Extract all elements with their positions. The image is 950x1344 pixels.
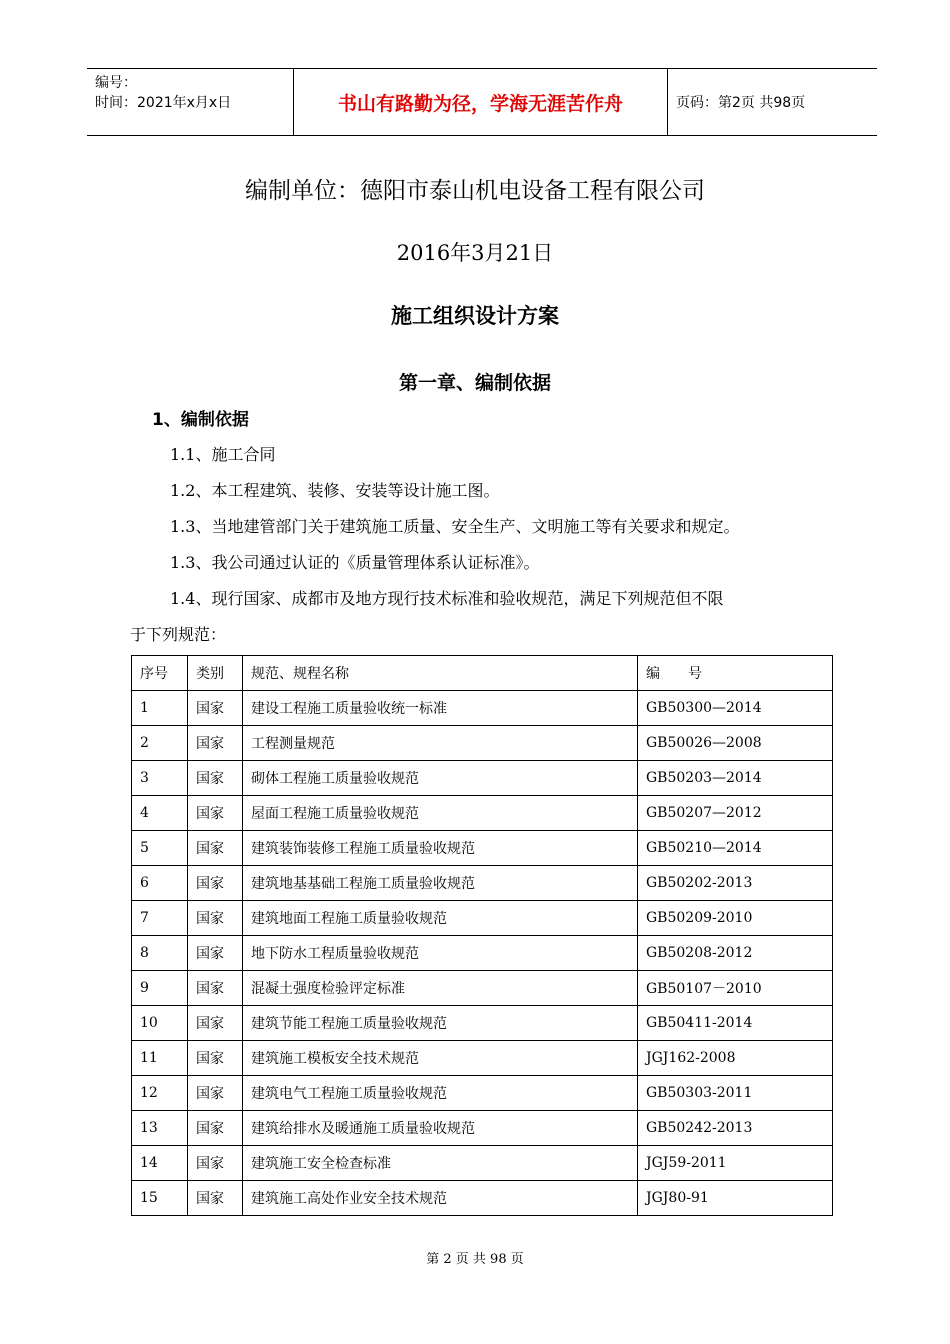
cell-number: 4 [132,796,188,831]
cell-category: 国家 [188,1076,243,1111]
document-time-label: 时间：2021年x月x日 [95,95,232,111]
document-number-label: 编号： [95,75,137,91]
table-row [132,831,833,866]
cell-number: 10 [132,1006,188,1041]
cell-number: 6 [132,866,188,901]
cell-number: 8 [132,936,188,971]
cell-code: GB50300—2014 [638,691,833,726]
cell-category: 国家 [188,1111,243,1146]
cell-name: 屋面工程施工质量验收规范 [243,796,638,831]
cell-code: GB50411-2014 [638,1006,833,1041]
cell-name: 建筑节能工程施工质量验收规范 [243,1006,638,1041]
cell-category: 国家 [188,726,243,761]
cell-category: 国家 [188,936,243,971]
cell-code: JGJ80-91 [638,1181,833,1216]
cell-code: GB50208-2012 [638,936,833,971]
company-name: 编制单位：德阳市泰山机电设备工程有限公司 [245,178,705,204]
chapter-title: 第一章、编制依据 [398,372,551,394]
cell-category: 国家 [188,971,243,1006]
table-row [132,936,833,971]
table-row [132,1006,833,1041]
cell-code: JGJ162-2008 [638,1041,833,1076]
table-row [132,726,833,761]
table-row [132,901,833,936]
cell-code: JGJ59-2011 [638,1146,833,1181]
paragraph: 1.1、施工合同 [170,445,276,464]
header-slogan: 书山有路勤为径，学海无涯苦作舟 [294,69,668,136]
cell-number: 1 [132,691,188,726]
table-row [132,1181,833,1216]
cell-name: 砌体工程施工质量验收规范 [243,761,638,796]
header-cell-number: 序号 [132,656,188,691]
cell-number: 13 [132,1111,188,1146]
table-row [132,971,833,1006]
table-row [132,1146,833,1181]
cell-name: 工程测量规范 [243,726,638,761]
table-row [132,691,833,726]
table-row [132,1041,833,1076]
cell-category: 国家 [188,691,243,726]
cell-category: 国家 [188,831,243,866]
cell-number: 7 [132,901,188,936]
cell-code: GB50203—2014 [638,761,833,796]
table-row [132,761,833,796]
cell-category: 国家 [188,1181,243,1216]
cell-code: GB50107－2010 [638,971,833,1006]
cell-code: GB50209-2010 [638,901,833,936]
document-date: 2016年3月21日 [396,241,554,265]
cell-code: GB50303-2011 [638,1076,833,1111]
cell-name: 建设工程施工质量验收统一标准 [243,691,638,726]
page-footer: 第 2 页 共 98 页 [426,1252,524,1267]
header-page-number: 页码：第2页 共98页 [668,69,878,136]
cell-code: GB50202-2013 [638,866,833,901]
cell-code: GB50242-2013 [638,1111,833,1146]
cell-category: 国家 [188,761,243,796]
cell-number: 2 [132,726,188,761]
cell-code: GB50210—2014 [638,831,833,866]
page-header [87,68,877,136]
cell-number: 15 [132,1181,188,1216]
paragraph: 1.3、我公司通过认证的《质量管理体系认证标准》。 [170,553,540,572]
cell-name: 建筑电气工程施工质量验收规范 [243,1076,638,1111]
paragraph: 1.3、当地建管部门关于建筑施工质量、安全生产、文明施工等有关要求和规定。 [170,517,740,536]
cell-category: 国家 [188,1146,243,1181]
cell-code: GB50026—2008 [638,726,833,761]
table-row [132,866,833,901]
cell-category: 国家 [188,866,243,901]
cell-number: 9 [132,971,188,1006]
cell-name: 建筑地基基础工程施工质量验收规范 [243,866,638,901]
cell-name: 建筑装饰装修工程施工质量验收规范 [243,831,638,866]
section-heading: 1、编制依据 [152,410,249,430]
cell-number: 12 [132,1076,188,1111]
header-cell-code: 编 号 [638,656,833,691]
cell-number: 14 [132,1146,188,1181]
cell-name: 建筑施工模板安全技术规范 [243,1041,638,1076]
paragraph: 1.4、现行国家、成都市及地方现行技术标准和验收规范，满足下列规范但不限 [170,589,724,608]
table-header-row [132,656,833,691]
header-meta [87,69,294,136]
cell-name: 建筑施工高处作业安全技术规范 [243,1181,638,1216]
cell-name: 混凝土强度检验评定标准 [243,971,638,1006]
standards-table [131,655,833,1216]
paragraph-continuation: 于下列规范： [130,625,227,644]
cell-number: 11 [132,1041,188,1076]
table-row [132,1076,833,1111]
cell-number: 5 [132,831,188,866]
table-row [132,1111,833,1146]
cell-name: 地下防水工程质量验收规范 [243,936,638,971]
cell-category: 国家 [188,1006,243,1041]
table-row [132,796,833,831]
cell-category: 国家 [188,901,243,936]
cell-code: GB50207—2012 [638,796,833,831]
header-cell-category: 类别 [188,656,243,691]
cell-category: 国家 [188,1041,243,1076]
paragraph: 1.2、本工程建筑、装修、安装等设计施工图。 [170,481,500,500]
cell-name: 建筑地面工程施工质量验收规范 [243,901,638,936]
header-cell-name: 规范、规程名称 [243,656,638,691]
cell-number: 3 [132,761,188,796]
document-title: 施工组织设计方案 [391,304,559,328]
cell-name: 建筑给排水及暖通施工质量验收规范 [243,1111,638,1146]
cell-name: 建筑施工安全检查标准 [243,1146,638,1181]
cell-category: 国家 [188,796,243,831]
